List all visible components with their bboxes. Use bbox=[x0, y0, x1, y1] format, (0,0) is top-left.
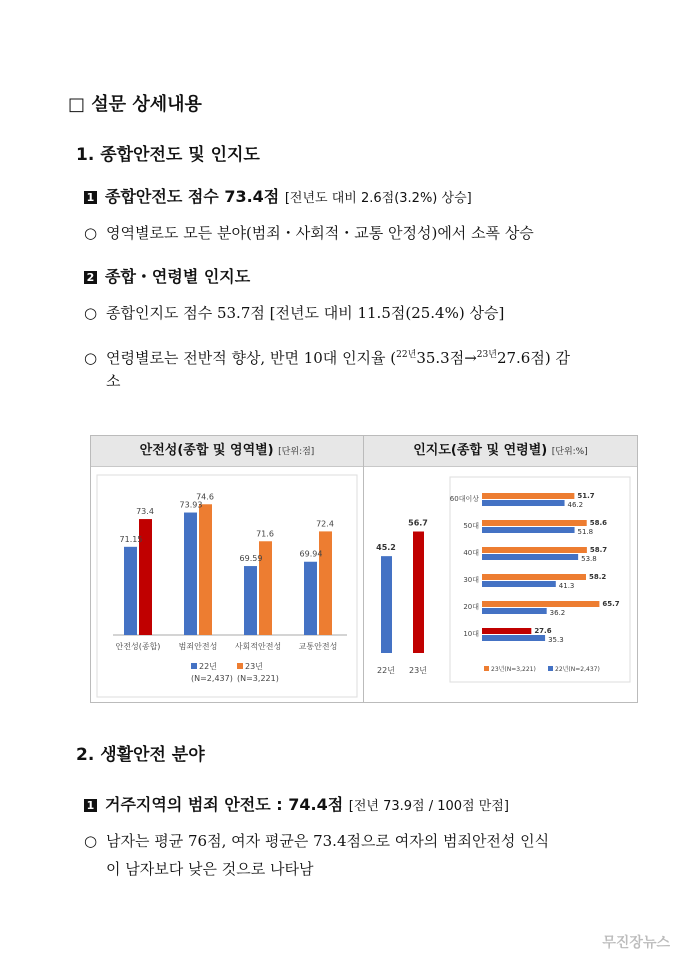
charts-figure bbox=[90, 435, 638, 703]
chart-right-title: 인지도(종합 및 연령별) bbox=[413, 443, 548, 458]
bullet-text: 영역별로도 모든 분야(범죄・사회적・교통 안정성)에서 소폭 상승 bbox=[106, 224, 534, 242]
chart-left-title: 안전성(종합 및 영역별) bbox=[139, 443, 274, 458]
category-label: 50대 bbox=[463, 522, 479, 530]
data-label: 51.7 bbox=[577, 492, 595, 500]
bar-22 bbox=[482, 635, 545, 641]
bar-22 bbox=[304, 562, 317, 635]
data-label: 36.2 bbox=[549, 609, 566, 617]
category-label: 안전성(종합) bbox=[115, 642, 161, 651]
data-label: 51.8 bbox=[577, 528, 594, 536]
chart-left-header bbox=[91, 436, 363, 467]
data-label: 74.6 bbox=[196, 492, 214, 502]
bar-22 bbox=[482, 581, 556, 587]
bullet-text: 27.6점) 감 bbox=[496, 349, 570, 367]
bullet-symbol: ○ bbox=[84, 349, 98, 367]
data-label: 53.8 bbox=[581, 555, 597, 563]
subsection-2-1 bbox=[84, 792, 509, 815]
data-label: 71.15 bbox=[119, 534, 143, 544]
number-badge: 1 bbox=[84, 191, 97, 204]
bar-23 bbox=[482, 493, 574, 499]
data-label: 69.59 bbox=[239, 554, 263, 564]
bullet-item bbox=[84, 300, 504, 326]
bullet-symbol: ○ bbox=[84, 832, 98, 850]
bullet-item bbox=[84, 828, 549, 854]
data-label: 46.2 bbox=[567, 501, 584, 509]
bullet-item bbox=[84, 342, 570, 371]
bullet-text: 연령별로는 전반적 향상, 반면 10대 인지율 ( bbox=[106, 349, 397, 367]
chart-awareness-total bbox=[364, 467, 444, 702]
chart-safety bbox=[91, 467, 363, 702]
legend-label: 22년(N=2,437) bbox=[555, 666, 600, 673]
bullet-text: 종합인지도 점수 53.7점 [전년도 대비 11.5점(25.4%) 상승] bbox=[106, 304, 505, 322]
bullet-text: 남자는 평균 76점, 여자 평균은 73.4점으로 여자의 범죄안전성 인식 bbox=[106, 832, 550, 850]
category-label: 40대 bbox=[463, 549, 479, 557]
legend-swatch bbox=[484, 666, 489, 671]
data-label: 27.6 bbox=[534, 627, 552, 635]
legend-swatch bbox=[237, 663, 243, 669]
category-label: 22년 bbox=[377, 666, 395, 675]
bar-23 bbox=[319, 531, 332, 635]
bar-23 bbox=[482, 601, 599, 607]
bullet-text: 35.3점→ bbox=[416, 349, 477, 367]
bar-23 bbox=[199, 504, 212, 635]
data-label: 58.2 bbox=[588, 573, 607, 581]
bar-23 bbox=[482, 520, 587, 526]
category-label: 30대 bbox=[463, 576, 479, 584]
data-label: 72.4 bbox=[316, 519, 334, 529]
section-heading: □ 설문 상세내용 bbox=[68, 94, 202, 115]
number-badge: 1 bbox=[84, 799, 97, 812]
bar-22 bbox=[482, 608, 547, 614]
legend-note: (N=3,221) bbox=[237, 674, 279, 683]
bar bbox=[381, 556, 392, 653]
bullet-continuation: 소 bbox=[106, 372, 121, 390]
section-2-title: 2. 생활안전 분야 bbox=[76, 745, 205, 765]
chart-right-header bbox=[364, 436, 637, 467]
bullet-continuation: 이 남자보다 낮은 것으로 나타남 bbox=[106, 860, 314, 878]
bar-23 bbox=[482, 628, 531, 634]
watermark: 무진장뉴스 bbox=[602, 935, 670, 951]
bar-22 bbox=[184, 513, 197, 635]
legend-swatch bbox=[548, 666, 553, 671]
bar-22 bbox=[482, 500, 565, 506]
number-badge: 2 bbox=[84, 271, 97, 284]
year-sup: 23년 bbox=[476, 350, 497, 360]
data-label: 45.2 bbox=[376, 543, 396, 553]
legend-label: 22년 bbox=[199, 662, 217, 671]
subsection-note: [전년 73.9점 / 100점 만점] bbox=[348, 799, 509, 814]
chart-left-unit: [단위:점] bbox=[278, 447, 315, 457]
bar-23 bbox=[482, 547, 587, 553]
category-label: 범죄안전성 bbox=[178, 642, 218, 651]
data-label: 58.7 bbox=[589, 546, 608, 554]
chart-awareness-age bbox=[444, 467, 636, 702]
data-label: 73.93 bbox=[179, 500, 203, 510]
legend-swatch bbox=[191, 663, 197, 669]
legend-label: 23년(N=3,221) bbox=[491, 666, 536, 673]
section-1-title: 1. 종합안전도 및 인지도 bbox=[76, 145, 260, 165]
legend-note: (N=2,437) bbox=[191, 674, 233, 683]
subsection-title: 종합안전도 점수 73.4점 bbox=[105, 187, 280, 206]
bar-22 bbox=[124, 547, 137, 635]
bar-23 bbox=[482, 574, 586, 580]
data-label: 56.7 bbox=[408, 518, 428, 528]
bullet-symbol: ○ bbox=[84, 304, 98, 322]
category-label: 20대 bbox=[463, 603, 479, 611]
subsection-1-1 bbox=[84, 184, 472, 207]
category-label: 교통안전성 bbox=[298, 642, 338, 651]
data-label: 71.6 bbox=[256, 529, 274, 539]
year-sup: 22년 bbox=[396, 350, 417, 360]
bar-22 bbox=[482, 527, 575, 533]
subsection-title: 종합・연령별 인지도 bbox=[105, 267, 251, 286]
bar-22 bbox=[482, 554, 578, 560]
category-label: 60대이상 bbox=[449, 495, 479, 503]
legend-label: 23년 bbox=[245, 662, 263, 671]
subsection-title: 거주지역의 범죄 안전도 : 74.4점 bbox=[105, 795, 344, 814]
bullet-item bbox=[84, 220, 534, 246]
subsection-note: [전년도 대비 2.6점(3.2%) 상승] bbox=[284, 191, 472, 206]
data-label: 65.7 bbox=[602, 600, 620, 608]
chart-right-unit: [단위:%] bbox=[551, 447, 588, 457]
data-label: 73.4 bbox=[136, 507, 154, 517]
bar bbox=[413, 532, 424, 654]
subsection-1-2 bbox=[84, 264, 250, 287]
data-label: 41.3 bbox=[558, 582, 575, 590]
data-label: 58.6 bbox=[589, 519, 607, 527]
category-label: 사회적안전성 bbox=[234, 642, 282, 651]
category-label: 10대 bbox=[463, 630, 479, 638]
data-label: 69.94 bbox=[299, 549, 323, 559]
category-label: 23년 bbox=[409, 666, 427, 675]
bullet-symbol: ○ bbox=[84, 224, 98, 242]
bar-22 bbox=[244, 566, 257, 635]
data-label: 35.3 bbox=[548, 636, 564, 644]
